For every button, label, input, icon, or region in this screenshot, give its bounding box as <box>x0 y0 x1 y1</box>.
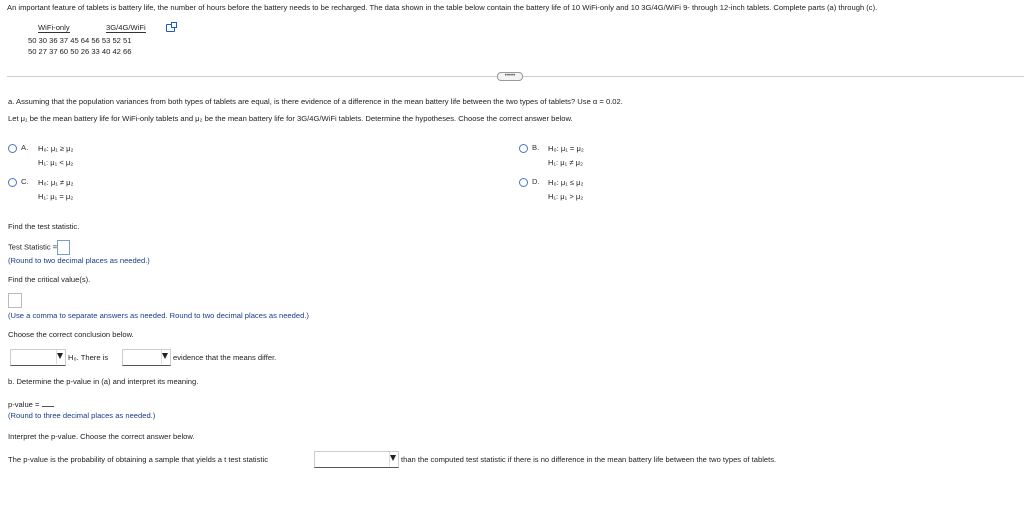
comma-round-note: (Use a comma to separate answers as needed. Round to two decimal places as needed.) <box>8 311 309 320</box>
reject-decision-dropdown[interactable] <box>10 349 66 366</box>
interpret-pvalue: Interpret the p-value. Choose the correct answer below. <box>8 432 195 441</box>
table-header-wifi: WiFi-only <box>38 23 70 32</box>
option-b-h0: H₀: μ₁ = μ₂ <box>548 144 584 153</box>
table-header-3g: 3G/4G/WiFi <box>106 23 146 32</box>
problem-intro: An important feature of tablets is battery life, the number of hours before the battery needs to be recharged. The data shown in the table below contain the battery life of 10 WiFi-only and 10 3G/4G/WiFi 9- through 12-inch tablets. Complete parts (a) through (c). <box>7 3 878 12</box>
pvalue-input[interactable] <box>42 397 54 407</box>
option-a-h0: H₀: μ₁ ≥ μ₂ <box>38 144 74 153</box>
pvalue-comparison-dropdown[interactable] <box>314 451 399 468</box>
pvalue-sentence-end: than the computed test statistic if there is no difference in the mean battery life between the two types of tablets. <box>401 455 777 464</box>
expand-more-button[interactable]: ••••• <box>497 72 523 81</box>
test-statistic-label: Test Statistic = <box>8 242 58 252</box>
round-two-note: (Round to two decimal places as needed.) <box>8 256 150 265</box>
find-test-statistic: Find the test statistic. <box>8 222 80 231</box>
option-a-h1: H₁: μ₁ < μ₂ <box>38 158 74 167</box>
radio-option-a[interactable] <box>8 144 17 153</box>
pvalue-sentence-start: The p-value is the probability of obtaining a sample that yields a t test statistic <box>8 455 269 464</box>
radio-option-d[interactable] <box>519 178 528 187</box>
radio-option-c[interactable] <box>8 178 17 187</box>
conclusion-mid-text: H₀. There is <box>68 353 109 362</box>
chevron-down-icon <box>162 353 168 359</box>
round-three-note: (Round to three decimal places as needed.) <box>8 411 156 420</box>
option-d-h1: H₁: μ₁ > μ₂ <box>548 192 584 201</box>
pvalue-label: p-value = <box>8 400 40 409</box>
copy-data-icon[interactable] <box>166 24 175 32</box>
option-c[interactable]: C. <box>8 177 35 187</box>
chevron-down-icon <box>390 455 396 461</box>
evidence-dropdown[interactable] <box>122 349 171 366</box>
option-a[interactable]: A. <box>8 143 34 153</box>
table-row: 50 30 36 37 45 64 56 53 52 51 <box>28 36 132 45</box>
option-d-h0: H₀: μ₁ ≤ μ₂ <box>548 178 584 187</box>
find-critical-values: Find the critical value(s). <box>8 275 91 284</box>
table-row: 50 27 37 60 50 26 33 40 42 66 <box>28 47 132 56</box>
option-d[interactable]: D. <box>519 177 546 187</box>
test-statistic-row <box>8 240 70 255</box>
radio-option-b[interactable] <box>519 144 528 153</box>
option-c-h0: H₀: μ₁ ≠ μ₂ <box>38 178 74 187</box>
option-c-h1: H₁: μ₁ = μ₂ <box>38 192 74 201</box>
critical-values-input[interactable] <box>8 293 22 308</box>
choose-conclusion: Choose the correct conclusion below. <box>8 330 134 339</box>
option-b[interactable]: B. <box>519 143 545 153</box>
test-statistic-input[interactable] <box>57 240 70 255</box>
chevron-down-icon <box>57 353 63 359</box>
part-b-question: b. Determine the p-value in (a) and interpret its meaning. <box>8 377 199 386</box>
pvalue-row <box>8 397 54 409</box>
option-b-h1: H₁: μ₁ ≠ μ₂ <box>548 158 583 167</box>
conclusion-end-text: evidence that the means differ. <box>173 353 277 362</box>
part-a-instruction: Let μ₁ be the mean battery life for WiFi-only tablets and μ₂ be the mean battery life for 3G/4G/WiFi tablets. Determine the hypotheses. Choose the correct answer below. <box>8 114 573 123</box>
part-a-question: a. Assuming that the population variances from both types of tablets are equal, is there evidence of a difference in the mean battery life between the two types of tablets? Use α = 0.02. <box>8 97 623 106</box>
